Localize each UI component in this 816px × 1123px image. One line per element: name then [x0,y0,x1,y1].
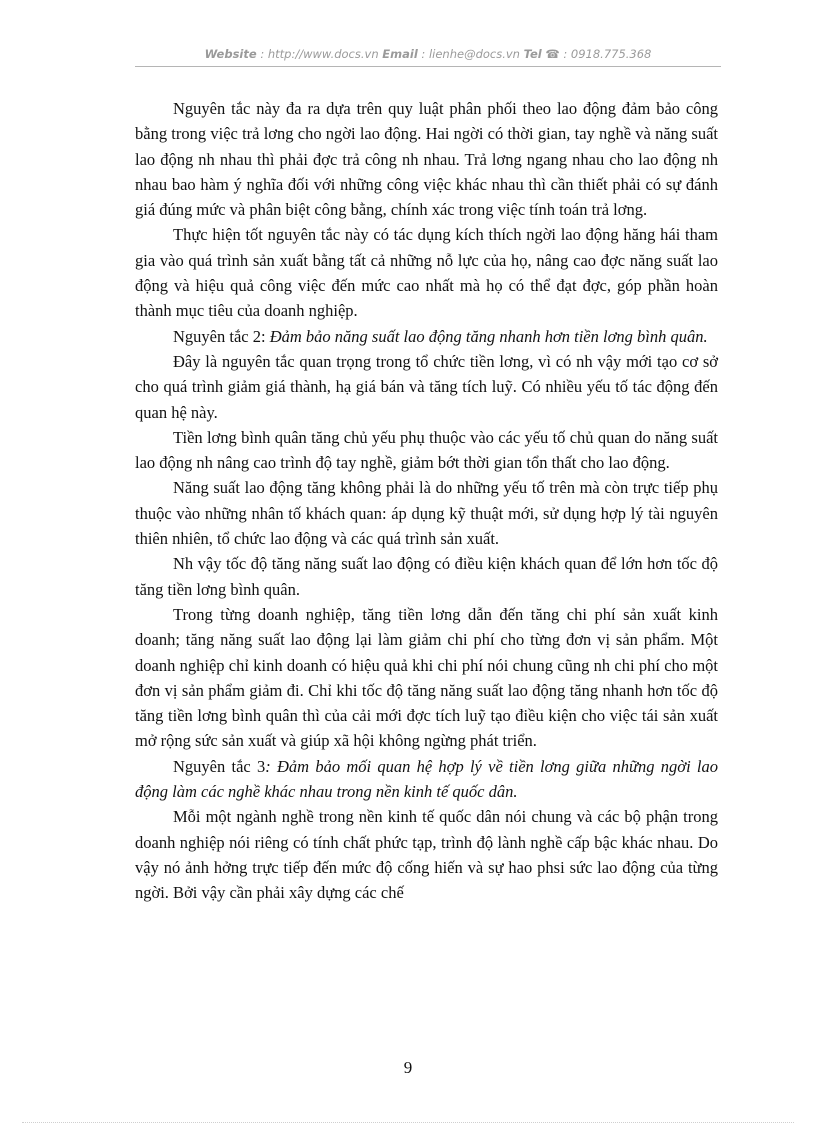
principle-heading [135,754,718,805]
principle-title: Đảm bảo năng suất lao động tăng nhanh hơn tiền lơng bình quân. [269,326,708,346]
paragraph: Thực hiện tốt nguyên tắc này có tác dụng kích thích ngời lao động hăng hái tham gia vào quá trình sản xuất bằng tất cả những nỗ lực của họ, nâng cao đợc năng suất lao động và hiệu quả công việc đến mức cao nhất mà họ có thể đạt đợc, góp phần hoàn thành mục tiêu của doanh nghiệp. [135,225,718,321]
paragraph: Năng suất lao động tăng không phải là do những yếu tố trên mà còn trực tiếp phụ thuộc vào những nhân tố khách quan: áp dụng kỹ thuật mới, sử dụng hợp lý tài nguyên thiên nhiên, tổ chức lao động và các quá trình sản xuất. [135,478,718,549]
tel-number: ☎ : 0918.775.368 [541,47,652,61]
email-address: : lienhe@docs.vn [417,47,524,61]
page-number: 9 [403,1058,413,1077]
paragraph: Nh vậy tốc độ tăng năng suất lao động có điều kiện khách quan để lớn hơn tốc độ tăng tiền lơng bình quân. [135,554,718,599]
paragraph: Mỗi một ngành nghề trong nền kinh tế quốc dân nói chung và các bộ phận trong doanh nghiệp nói riêng có tính chất phức tạp, trình độ lành nghề cấp bậc khác nhau. Do vậy nó ảnh hởng trực tiếp đến mức độ cống hiến và sự hao phsi sức lao động của từng ngời. Bởi vậy cần phải xây dựng các chế [135,807,718,903]
paragraph: Trong từng doanh nghiệp, tăng tiền lơng dẫn đến tăng chi phí sản xuất kinh doanh; tăng năng suất lao động lại làm giảm chi phí cho từng đơn vị sản phẩm. Một doanh nghiệp chỉ kinh doanh có hiệu quả khi chi phí nói chung cũng nh chi phí cho một đơn vị sản phẩm giảm đi. Chỉ khi tốc độ tăng năng suất lao động tăng nhanh hơn tốc độ tăng tiền lơng bình quân thì của cải mới đợc tích luỹ tạo điều kiện cho việc tái sản xuất mở rộng sức sản xuất và giúp xã hội không ngừng phát triển. [135,604,718,751]
principle-title: : Đảm bảo mối quan hệ hợp lý về tiền lơng giữa những ngời lao động làm các nghề khác nhau trong nền kinh tế quốc dân. [135,756,718,802]
tel-label: Tel [523,47,542,61]
email-label: Email [382,47,418,61]
paragraph: Tiền lơng bình quân tăng chủ yếu phụ thuộc vào các yếu tố chủ quan do năng suất lao động nh nâng cao trình độ tay nghề, giảm bớt thời gian tổn thất cho lao động. [135,427,718,473]
paragraph: Đây là nguyên tắc quan trọng trong tổ chức tiền lơng, vì có nh vậy mới tạo cơ sở cho quá trình giảm giá thành, hạ giá bán và tăng tích luỹ. Có nhiều yếu tố tác động đến quan hệ này. [135,351,718,422]
website-label: Website [204,47,257,61]
principle-lead: Nguyên tắc 3 [173,756,266,776]
header-divider [135,66,721,67]
principle-heading [135,324,718,349]
page-header [135,47,721,61]
paragraph: Nguyên tắc này đa ra dựa trên quy luật phân phối theo lao động đảm bảo công bằng trong việc trả lơng cho ngời lao động. Hai ngời có thời gian, tay nghề và năng suất lao động nh nhau thì phải đợc trả công nh nhau. Trả lơng ngang nhau cho lao động nh nhau bao hàm ý nghĩa đối với những công việc khác nhau thì cần thiết phải có sự đánh giá đúng mức và phân biệt công bằng, chính xác trong việc tính toán trả lơng. [135,99,718,220]
body-text [135,96,718,906]
website-url: : http://www.docs.vn [256,47,383,61]
principle-lead: Nguyên tắc 2: [173,326,270,346]
